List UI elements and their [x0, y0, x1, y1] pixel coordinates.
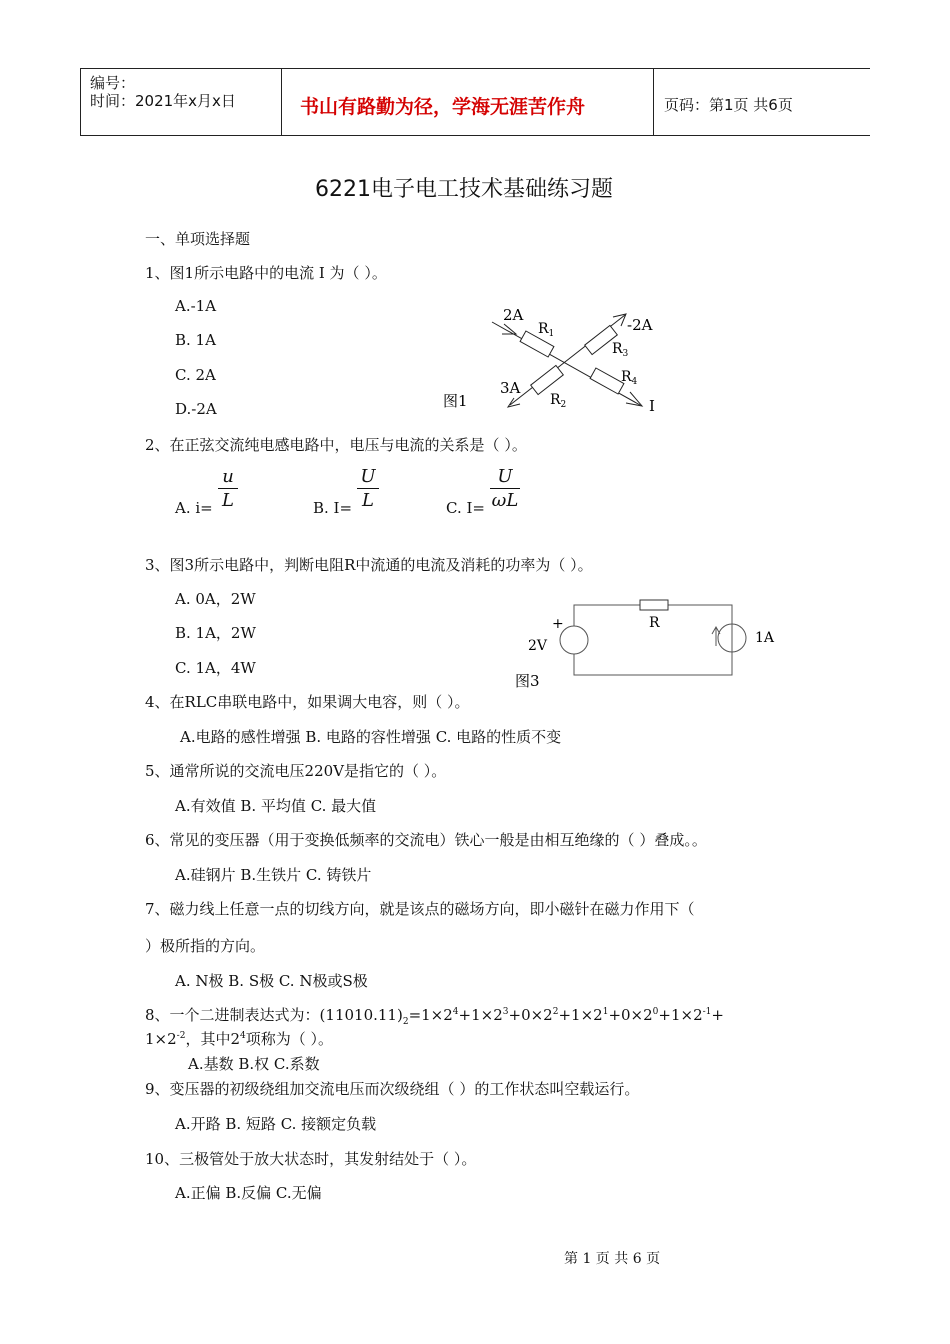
q3-option-a: A. 0A，2W — [175, 590, 256, 608]
figure-1-circuit — [430, 300, 680, 425]
fig1-r1: $R_1$ — [538, 321, 555, 339]
number-label: 编号： — [90, 74, 136, 92]
fig1-label-i: I — [649, 397, 655, 415]
fig3-voltage: 2V — [528, 638, 548, 654]
fig3-caption: 图3 — [515, 672, 540, 690]
q6-options: A.硅钢片 B.生铁片 C. 铸铁片 — [175, 866, 372, 884]
fig3-resistor-label: R — [649, 615, 660, 631]
q2-option-a-prefix: A. i= — [175, 499, 213, 517]
question-10: 10、三极管处于放大状态时，其发射结处于（ ）。 — [145, 1150, 477, 1168]
figure-3-circuit — [510, 590, 790, 695]
question-5: 5、通常所说的交流电压220V是指它的（ ）。 — [145, 762, 447, 780]
q1-option-c: C. 2A — [175, 366, 216, 384]
question-4: 4、在RLC串联电路中，如果调大电容，则（ ）。 — [145, 693, 470, 711]
page-footer: 第 1 页 共 6 页 — [564, 1251, 661, 1267]
question-9: 9、变压器的初级绕组加交流电压而次级绕组（ ）的工作状态叫空载运行。 — [145, 1080, 640, 1098]
fig1-label-2a: 2A — [503, 306, 524, 324]
fig1-r4: $R_4$ — [621, 369, 638, 387]
page-info: 页码：第1页 共6页 — [664, 96, 793, 114]
fig1-r2: $R_2$ — [550, 392, 567, 410]
question-6: 6、常见的变压器（用于变换低频率的交流电）铁心一般是由相互绝缘的（ ）叠成。。 — [145, 831, 707, 849]
question-8-line-1: 8、一个二进制表达式为：$(11010.11)_2=1\times 2^4+1\times 2^3+0\times 2^2+1\times 2^1+0\times 2^0+1\times 2^{-1}+$ — [145, 1006, 724, 1027]
q2-option-c-fraction: U ωL — [491, 466, 519, 511]
q1-option-b: B. 1A — [175, 331, 216, 349]
q2-option-b-prefix: B. I= — [313, 499, 353, 517]
fig3-current: 1A — [755, 630, 775, 646]
q4-options: A.电路的感性增强 B. 电路的容性增强 C. 电路的性质不变 — [180, 728, 562, 746]
q3-option-c: C. 1A，4W — [175, 659, 256, 677]
fig3-plus: + — [552, 616, 564, 632]
fig1-label-3a: 3A — [500, 379, 521, 397]
q8-options: A.基数 B.权 C.系数 — [188, 1055, 320, 1073]
question-7-line-1: 7、磁力线上任意一点的切线方向，就是该点的磁场方向，即小磁针在磁力作用下（ — [145, 900, 695, 918]
motto: 书山有路勤为径，学海无涯苦作舟 — [300, 96, 586, 118]
section-heading: 一、单项选择题 — [145, 230, 251, 248]
q10-options: A.正偏 B.反偏 C.无偏 — [175, 1184, 322, 1202]
fig1-label-neg2a: -2A — [627, 316, 653, 334]
q2-option-a-fraction: u L — [218, 466, 238, 511]
question-3: 3、图3所示电路中，判断电阻R中流通的电流及消耗的功率为（ ）。 — [145, 556, 593, 574]
document-title: 6221电子电工技术基础练习题 — [315, 177, 613, 202]
fig1-caption: 图1 — [443, 392, 468, 410]
question-8-line-2: $1\times 2^{-2}$，其中$2^4$项称为（ ）。 — [145, 1030, 333, 1048]
question-2: 2、在正弦交流纯电感电路中，电压与电流的关系是（ ）。 — [145, 436, 527, 454]
time-label: 时间：2021年x月x日 — [90, 92, 236, 110]
q2-option-b-fraction: U L — [357, 466, 379, 511]
q5-options: A.有效值 B. 平均值 C. 最大值 — [175, 797, 377, 815]
fig1-r3: $R_3$ — [612, 341, 629, 359]
q9-options: A.开路 B. 短路 C. 接额定负载 — [175, 1115, 377, 1133]
q1-option-d: D.-2A — [175, 400, 217, 418]
question-1: 1、图1所示电路中的电流 I 为（ ）。 — [145, 264, 387, 282]
question-7-line-2: ）极所指的方向。 — [145, 937, 266, 955]
q3-option-b: B. 1A，2W — [175, 624, 256, 642]
q2-option-c-prefix: C. I= — [446, 499, 485, 517]
q7-options: A. N极 B. S极 C. N极或S极 — [175, 972, 368, 990]
q1-option-a: A.-1A — [175, 297, 217, 315]
